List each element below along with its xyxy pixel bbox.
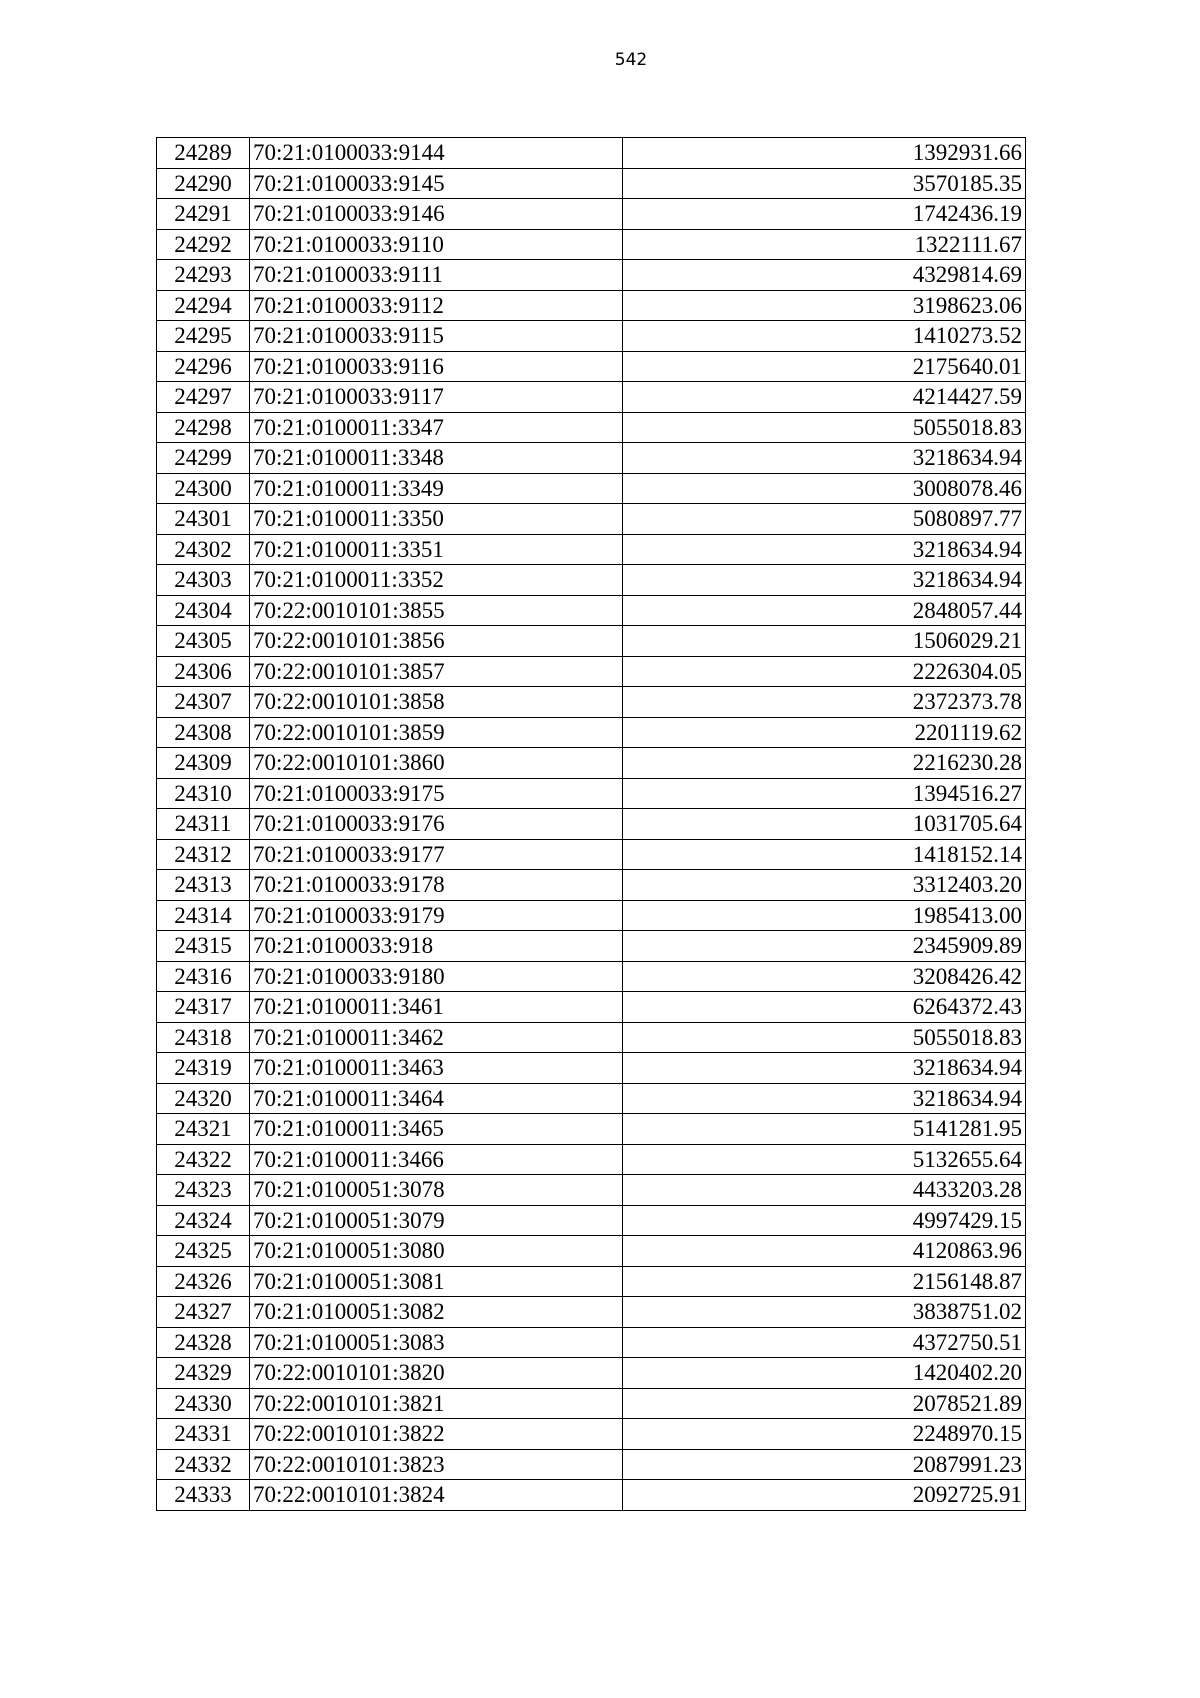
cadastral-number-cell: 70:21:0100011:3464 [250,1083,623,1114]
cadastral-value-cell: 3838751.02 [623,1297,1026,1328]
cadastral-value-cell: 1394516.27 [623,778,1026,809]
row-number-cell: 24314 [157,900,250,931]
row-number-cell: 24322 [157,1144,250,1175]
cadastral-value-cell: 5055018.83 [623,1022,1026,1053]
table-row [157,1175,1026,1206]
cadastral-number-cell: 70:21:0100033:9115 [250,321,623,352]
cadastral-number-cell: 70:21:0100033:9175 [250,778,623,809]
row-number-cell: 24333 [157,1480,250,1511]
cadastral-value-cell: 1985413.00 [623,900,1026,931]
cadastral-number-cell: 70:22:0010101:3859 [250,717,623,748]
row-number-cell: 24293 [157,260,250,291]
cadastral-value-cell: 2226304.05 [623,656,1026,687]
table-row [157,870,1026,901]
table-row [157,138,1026,169]
row-number-cell: 24324 [157,1205,250,1236]
cadastral-value-cell: 1506029.21 [623,626,1026,657]
row-number-cell: 24326 [157,1266,250,1297]
table-row [157,595,1026,626]
cadastral-value-cell: 4997429.15 [623,1205,1026,1236]
table-row [157,1419,1026,1450]
cadastral-value-cell: 1420402.20 [623,1358,1026,1389]
table-row [157,412,1026,443]
row-number-cell: 24311 [157,809,250,840]
cadastral-number-cell: 70:21:0100011:3350 [250,504,623,535]
table-row [157,931,1026,962]
cadastral-value-cell: 1031705.64 [623,809,1026,840]
cadastral-number-cell: 70:21:0100033:9144 [250,138,623,169]
row-number-cell: 24297 [157,382,250,413]
table-row [157,809,1026,840]
row-number-cell: 24304 [157,595,250,626]
table-row [157,1053,1026,1084]
cadastral-number-cell: 70:21:0100011:3352 [250,565,623,596]
cadastral-value-cell: 2372373.78 [623,687,1026,718]
table-row [157,1480,1026,1511]
table-row [157,504,1026,535]
cadastral-number-cell: 70:21:0100033:9177 [250,839,623,870]
table-row [157,1327,1026,1358]
table-body [157,138,1026,1511]
cadastral-value-cell: 2175640.01 [623,351,1026,382]
cadastral-number-cell: 70:22:0010101:3820 [250,1358,623,1389]
cadastral-number-cell: 70:22:0010101:3822 [250,1419,623,1450]
table-row [157,168,1026,199]
table-row [157,1236,1026,1267]
cadastral-value-cell: 5141281.95 [623,1114,1026,1145]
cadastral-number-cell: 70:21:0100033:9116 [250,351,623,382]
row-number-cell: 24309 [157,748,250,779]
cadastral-value-cell: 1322111.67 [623,229,1026,260]
table-row [157,626,1026,657]
cadastral-value-cell: 5055018.83 [623,412,1026,443]
table-row [157,229,1026,260]
cadastral-value-cell: 4372750.51 [623,1327,1026,1358]
cadastral-value-cell: 3218634.94 [623,534,1026,565]
table-row [157,900,1026,931]
cadastral-number-cell: 70:21:0100033:9176 [250,809,623,840]
cadastral-number-cell: 70:21:0100033:9179 [250,900,623,931]
cadastral-value-cell: 3218634.94 [623,1083,1026,1114]
cadastral-number-cell: 70:22:0010101:3855 [250,595,623,626]
cadastral-number-cell: 70:21:0100033:9180 [250,961,623,992]
row-number-cell: 24317 [157,992,250,1023]
table-row [157,778,1026,809]
row-number-cell: 24329 [157,1358,250,1389]
cadastral-number-cell: 70:21:0100051:3078 [250,1175,623,1206]
cadastral-number-cell: 70:21:0100033:9111 [250,260,623,291]
cadastral-value-cell: 1410273.52 [623,321,1026,352]
row-number-cell: 24321 [157,1114,250,1145]
cadastral-value-cell: 3008078.46 [623,473,1026,504]
cadastral-value-cell: 1418152.14 [623,839,1026,870]
row-number-cell: 24290 [157,168,250,199]
cadastral-number-cell: 70:21:0100011:3347 [250,412,623,443]
table-row [157,1205,1026,1236]
cadastral-value-cell: 5132655.64 [623,1144,1026,1175]
table-row [157,1297,1026,1328]
cadastral-value-cell: 2087991.23 [623,1449,1026,1480]
table-row [157,1144,1026,1175]
table-row [157,961,1026,992]
page-number: 542 [614,50,648,70]
cadastral-value-cell: 4214427.59 [623,382,1026,413]
table-row [157,473,1026,504]
row-number-cell: 24318 [157,1022,250,1053]
row-number-cell: 24303 [157,565,250,596]
cadastral-value-cell: 5080897.77 [623,504,1026,535]
table-row [157,443,1026,474]
cadastral-number-cell: 70:21:0100033:9110 [250,229,623,260]
table-row [157,199,1026,230]
row-number-cell: 24305 [157,626,250,657]
cadastral-number-cell: 70:21:0100051:3082 [250,1297,623,1328]
row-number-cell: 24294 [157,290,250,321]
table-row [157,656,1026,687]
row-number-cell: 24306 [157,656,250,687]
cadastral-value-cell: 2248970.15 [623,1419,1026,1450]
cadastral-value-cell: 2848057.44 [623,595,1026,626]
cadastral-number-cell: 70:21:0100011:3465 [250,1114,623,1145]
cadastral-value-cell: 4120863.96 [623,1236,1026,1267]
cadastral-number-cell: 70:21:0100011:3462 [250,1022,623,1053]
table-row [157,1388,1026,1419]
cadastral-number-cell: 70:21:0100033:9146 [250,199,623,230]
row-number-cell: 24307 [157,687,250,718]
cadastral-number-cell: 70:22:0010101:3857 [250,656,623,687]
cadastral-number-cell: 70:21:0100033:9112 [250,290,623,321]
cadastral-number-cell: 70:21:0100033:918 [250,931,623,962]
table-row [157,687,1026,718]
row-number-cell: 24296 [157,351,250,382]
cadastral-number-cell: 70:21:0100033:9117 [250,382,623,413]
cadastral-number-cell: 70:21:0100011:3351 [250,534,623,565]
cadastral-number-cell: 70:21:0100051:3083 [250,1327,623,1358]
cadastral-value-cell: 1742436.19 [623,199,1026,230]
cadastral-value-cell: 6264372.43 [623,992,1026,1023]
cadastral-number-cell: 70:21:0100011:3466 [250,1144,623,1175]
row-number-cell: 24299 [157,443,250,474]
row-number-cell: 24302 [157,534,250,565]
table-row [157,534,1026,565]
row-number-cell: 24332 [157,1449,250,1480]
row-number-cell: 24323 [157,1175,250,1206]
row-number-cell: 24300 [157,473,250,504]
cadastral-number-cell: 70:22:0010101:3824 [250,1480,623,1511]
row-number-cell: 24325 [157,1236,250,1267]
cadastral-value-table [156,137,1026,1511]
row-number-cell: 24295 [157,321,250,352]
row-number-cell: 24316 [157,961,250,992]
cadastral-value-cell: 3218634.94 [623,1053,1026,1084]
cadastral-value-cell: 3218634.94 [623,443,1026,474]
table-row [157,1083,1026,1114]
row-number-cell: 24313 [157,870,250,901]
cadastral-value-cell: 2345909.89 [623,931,1026,962]
cadastral-value-cell: 3198623.06 [623,290,1026,321]
cadastral-number-cell: 70:21:0100011:3463 [250,1053,623,1084]
table-row [157,321,1026,352]
cadastral-value-cell: 2201119.62 [623,717,1026,748]
cadastral-value-cell: 2092725.91 [623,1480,1026,1511]
cadastral-number-cell: 70:21:0100011:3461 [250,992,623,1023]
row-number-cell: 24328 [157,1327,250,1358]
row-number-cell: 24330 [157,1388,250,1419]
table-row [157,565,1026,596]
table-row [157,351,1026,382]
cadastral-number-cell: 70:22:0010101:3821 [250,1388,623,1419]
cadastral-number-cell: 70:21:0100011:3349 [250,473,623,504]
table-row [157,260,1026,291]
table-row [157,290,1026,321]
cadastral-value-cell: 3208426.42 [623,961,1026,992]
row-number-cell: 24308 [157,717,250,748]
row-number-cell: 24320 [157,1083,250,1114]
table-row [157,1449,1026,1480]
row-number-cell: 24292 [157,229,250,260]
cadastral-number-cell: 70:22:0010101:3860 [250,748,623,779]
row-number-cell: 24319 [157,1053,250,1084]
cadastral-number-cell: 70:22:0010101:3856 [250,626,623,657]
cadastral-value-cell: 2216230.28 [623,748,1026,779]
cadastral-number-cell: 70:21:0100051:3079 [250,1205,623,1236]
row-number-cell: 24327 [157,1297,250,1328]
row-number-cell: 24291 [157,199,250,230]
table-row [157,1358,1026,1389]
cadastral-value-cell: 2156148.87 [623,1266,1026,1297]
row-number-cell: 24310 [157,778,250,809]
table-row [157,382,1026,413]
table-row [157,717,1026,748]
row-number-cell: 24331 [157,1419,250,1450]
table-row [157,839,1026,870]
table-row [157,748,1026,779]
table-row [157,992,1026,1023]
cadastral-number-cell: 70:21:0100033:9178 [250,870,623,901]
cadastral-value-cell: 3570185.35 [623,168,1026,199]
cadastral-value-cell: 3218634.94 [623,565,1026,596]
row-number-cell: 24312 [157,839,250,870]
cadastral-value-cell: 4433203.28 [623,1175,1026,1206]
cadastral-number-cell: 70:22:0010101:3858 [250,687,623,718]
row-number-cell: 24301 [157,504,250,535]
cadastral-number-cell: 70:21:0100051:3081 [250,1266,623,1297]
row-number-cell: 24315 [157,931,250,962]
table-row [157,1266,1026,1297]
cadastral-value-cell: 2078521.89 [623,1388,1026,1419]
table-row [157,1022,1026,1053]
row-number-cell: 24289 [157,138,250,169]
cadastral-number-cell: 70:21:0100011:3348 [250,443,623,474]
cadastral-number-cell: 70:21:0100051:3080 [250,1236,623,1267]
cadastral-number-cell: 70:21:0100033:9145 [250,168,623,199]
cadastral-value-cell: 3312403.20 [623,870,1026,901]
table-row [157,1114,1026,1145]
cadastral-value-cell: 1392931.66 [623,138,1026,169]
cadastral-number-cell: 70:22:0010101:3823 [250,1449,623,1480]
row-number-cell: 24298 [157,412,250,443]
cadastral-value-cell: 4329814.69 [623,260,1026,291]
